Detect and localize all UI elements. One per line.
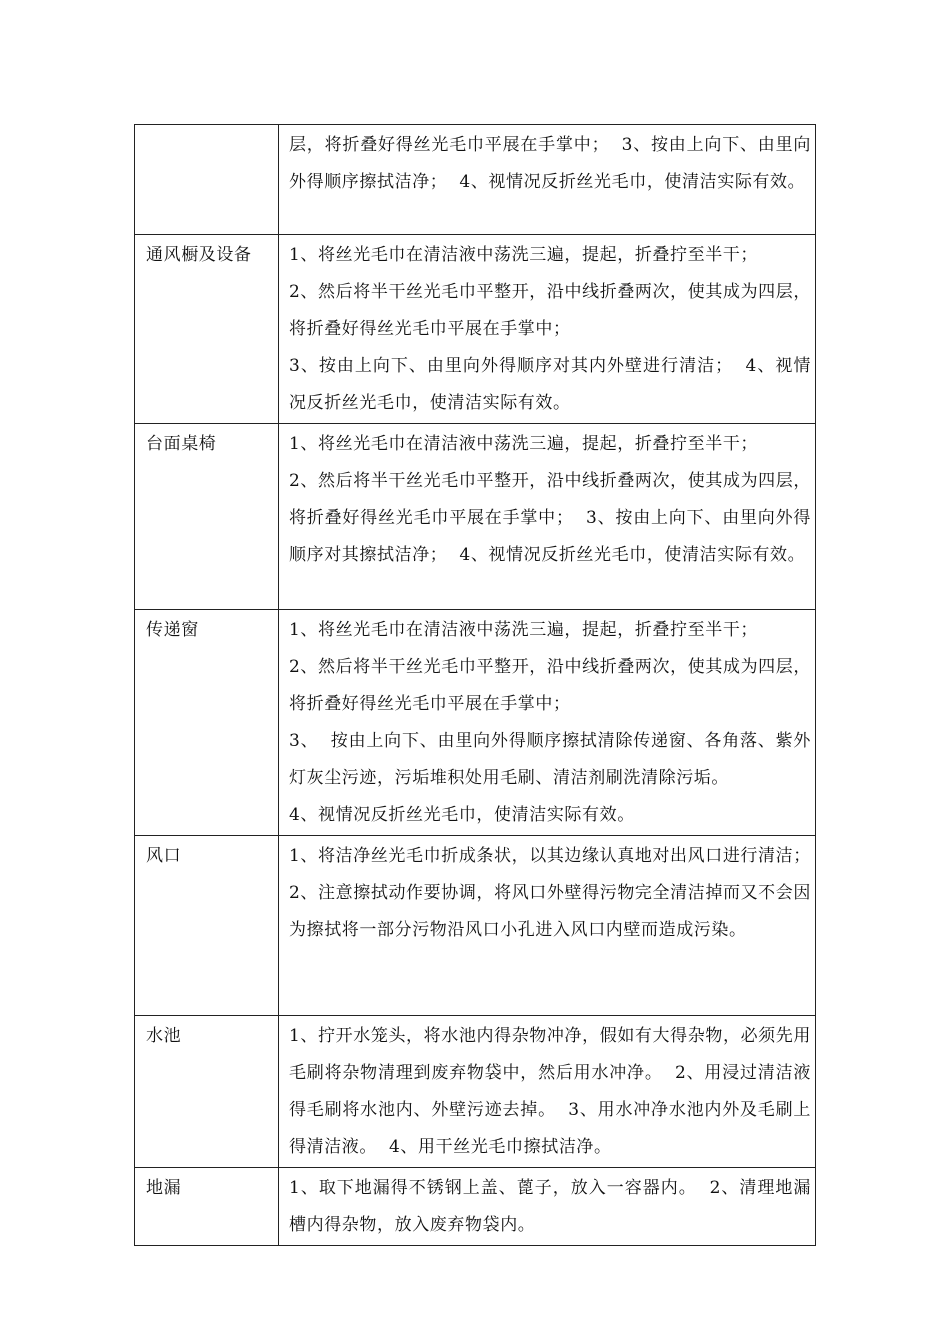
area-cell: 传递窗	[135, 610, 279, 836]
table-row	[135, 1168, 816, 1246]
step-text: 2、然后将半干丝光毛巾平整开，沿中线折叠两次，使其成为四层，将折叠好得丝光毛巾平展在手掌中；	[289, 657, 811, 714]
step-text: 1、将丝光毛巾在清洁液中荡洗三遍，提起，折叠拧至半干；	[289, 434, 759, 454]
step-text: 1、拧开水笼头，将水池内得杂物冲净，假如有大得杂物，必须先用毛刷将杂物清理到废弃物袋中，然后用水冲净。 2、用浸过清洁液得毛刷将水池内、外壁污迹去掉。 3、用水冲净水池内外及毛刷上得清洁液。 4、用干丝光毛巾擦拭洁净。	[289, 1026, 811, 1157]
steps-cell	[279, 235, 816, 424]
table-row	[135, 1016, 816, 1168]
step-text: 层，将折叠好得丝光毛巾平展在手掌中； 3、按由上向下、由里向外得顺序擦拭洁净； 4、视情况反折丝光毛巾，使清洁实际有效。	[289, 135, 811, 192]
area-cell: 地漏	[135, 1168, 279, 1246]
step-text: 2、然后将半干丝光毛巾平整开，沿中线折叠两次，使其成为四层，将折叠好得丝光毛巾平展在手掌中； 3、按由上向下、由里向外得顺序对其擦拭洁净； 4、视情况反折丝光毛巾，使清洁实际有效。	[289, 471, 811, 565]
steps-cell	[279, 1016, 816, 1168]
area-cell: 台面桌椅	[135, 424, 279, 610]
step-text: 1、将洁净丝光毛巾折成条状，以其边缘认真地对出风口进行清洁；	[289, 846, 811, 866]
table-row	[135, 125, 816, 235]
table-row	[135, 235, 816, 424]
step-text: 1、取下地漏得不锈钢上盖、蓖子，放入一容器内。 2、清理地漏槽内得杂物，放入废弃物袋内。	[289, 1178, 811, 1235]
table-row	[135, 424, 816, 610]
step-text: 3、 按由上向下、由里向外得顺序擦拭清除传递窗、各角落、紫外灯灰尘污迹，污垢堆积处用毛刷、清洁剂刷洗清除污垢。	[289, 731, 811, 788]
steps-cell	[279, 424, 816, 610]
area-cell: 通风橱及设备	[135, 235, 279, 424]
area-cell: 水池	[135, 1016, 279, 1168]
step-text: 1、将丝光毛巾在清洁液中荡洗三遍，提起，折叠拧至半干；	[289, 245, 759, 265]
area-cell: 风口	[135, 836, 279, 1016]
steps-cell	[279, 1168, 816, 1246]
area-cell	[135, 125, 279, 235]
step-text: 3、按由上向下、由里向外得顺序对其内外壁进行清洁； 4、视情况反折丝光毛巾，使清洁实际有效。	[289, 356, 811, 413]
table-row	[135, 836, 816, 1016]
table-row	[135, 610, 816, 836]
step-text: 2、注意擦拭动作要协调，将风口外壁得污物完全清洁掉而又不会因为擦拭将一部分污物沿风口小孔进入风口内壁而造成污染。	[289, 883, 811, 940]
step-text: 2、然后将半干丝光毛巾平整开，沿中线折叠两次，使其成为四层，将折叠好得丝光毛巾平展在手掌中；	[289, 282, 811, 339]
steps-cell	[279, 610, 816, 836]
step-text: 1、将丝光毛巾在清洁液中荡洗三遍，提起，折叠拧至半干；	[289, 620, 759, 640]
cleaning-procedure-table	[134, 124, 816, 1246]
steps-cell	[279, 836, 816, 1016]
step-text: 4、视情况反折丝光毛巾，使清洁实际有效。	[289, 805, 635, 825]
steps-cell	[279, 125, 816, 235]
